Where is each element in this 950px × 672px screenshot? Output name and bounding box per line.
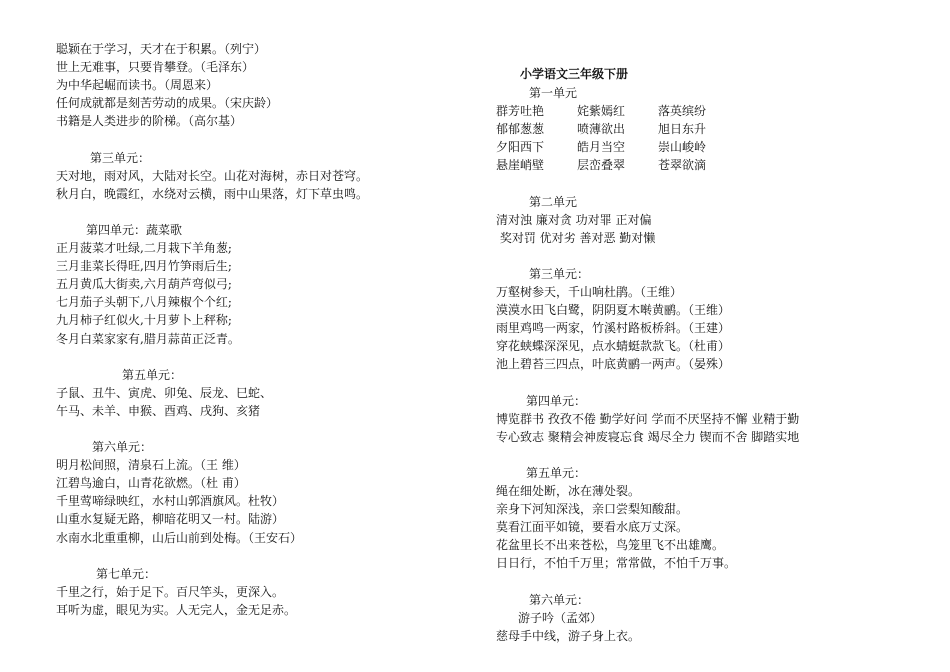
poem-line: 雨里鸡鸣一两家，竹溪村路板桥斜。（王建） xyxy=(496,321,731,336)
song-line: 冬月白菜家家有,腊月蒜苗正泛青。 xyxy=(56,331,240,346)
song-line: 三月韭菜长得旺,四月竹笋雨后生; xyxy=(56,259,232,274)
unit4-heading: 第四单元：蔬菜歌 xyxy=(86,222,183,237)
unit1-heading: 第一单元 xyxy=(529,86,578,100)
vocab-item: 悬崖峭壁 xyxy=(496,158,545,173)
spacer xyxy=(496,573,916,591)
poem-line: 穿花蛱蝶深深见，点水蜻蜓款款飞。（杜甫） xyxy=(496,339,731,354)
vocab-item: 层峦叠翠 xyxy=(577,158,626,173)
poem-line: 万壑树参天，千山响杜鹃。（王维） xyxy=(496,285,683,300)
vocab-item: 苍翠欲滴 xyxy=(658,158,707,173)
poem-line: 山重水复疑无路，柳暗花明又一村。陆游） xyxy=(56,512,285,527)
spacer xyxy=(56,547,456,565)
proverb-line: 亲身下河知深浅，亲口尝梨知酸甜。 xyxy=(496,502,689,517)
proverb-line: 花盆里长不出来苍松，鸟笼里飞不出雄鹰。 xyxy=(496,538,725,553)
spacer xyxy=(496,446,916,464)
vocab-item: 崇山峻岭 xyxy=(658,140,707,155)
page-title: 小学语文三年级下册 xyxy=(520,67,629,81)
poem-line: 明月松间照，清泉石上流。（王 维） xyxy=(56,458,246,473)
song-line: 七月茄子头朝下,八月辣椒个个红; xyxy=(56,295,232,310)
poem-line: 慈母手中线，游子身上衣。 xyxy=(496,628,641,643)
poem-line: 水南水北重重柳，山后山前到处梅。（王安石） xyxy=(56,530,303,545)
song-line: 五月黄瓜大街卖,六月葫芦弯似弓; xyxy=(56,277,232,292)
poem-line: 漠漠水田飞白鹭，阴阴夏木啭黄鹂。（王维） xyxy=(496,303,731,318)
proverb-line: 千里之行，始于足下。百尺竿头，更深入。 xyxy=(56,584,285,599)
left-column xyxy=(56,40,456,619)
spacer xyxy=(496,247,916,265)
vocab-item: 夕阳西下 xyxy=(496,140,545,155)
zodiac-line: 子鼠、丑牛、寅虎、卯兔、辰龙、巳蛇、 xyxy=(56,385,273,400)
quote-line: 书籍是人类进步的阶梯。（高尔基） xyxy=(56,114,243,129)
unit3-heading: 第三单元： xyxy=(90,150,151,165)
spacer xyxy=(56,348,456,366)
quote-line: 世上无难事，只要肯攀登。（毛泽东） xyxy=(56,60,255,75)
pair-line: 清对浊 廉对贪 功对罪 正对偏 xyxy=(496,212,652,227)
vocab-item: 姹紫嫣红 xyxy=(577,104,626,119)
vocab-row xyxy=(496,120,916,138)
unit4-heading: 第四单元： xyxy=(526,393,587,408)
idiom-line: 博览群书 孜孜不倦 勤学好问 学而不厌坚持不懈 业精于勤 xyxy=(496,411,800,426)
spacer xyxy=(56,420,456,438)
unit7-heading: 第七单元： xyxy=(96,566,157,581)
vocab-item: 郁郁葱葱 xyxy=(496,122,545,137)
idiom-line: 专心致志 聚精会神废寝忘食 竭尽全力 锲而不舍 脚踏实地 xyxy=(496,429,800,444)
proverb-line: 耳听为虚，眼见为实。人无完人，金无足赤。 xyxy=(56,602,297,617)
unit2-heading: 第二单元 xyxy=(529,194,578,209)
right-column xyxy=(496,64,916,645)
quote-line: 为中华起崛而读书。（周恩来） xyxy=(56,78,219,93)
vocab-item: 皓月当空 xyxy=(577,140,626,155)
vocab-item: 旭日东升 xyxy=(658,122,707,137)
proverb-line: 莫看江面平如镜，要看水底万丈深。 xyxy=(496,520,689,535)
song-line: 九月柿子红似火,十月萝卜上秤称; xyxy=(56,313,232,328)
poem-line: 千里莺啼绿映红，水村山郭酒旗风。杜牧） xyxy=(56,494,285,509)
couplet-line: 秋月白，晚霞红，水绕对云横，雨中山果落，灯下草虫鸣。 xyxy=(56,186,369,201)
proverb-line: 绳在细处断，冰在薄处裂。 xyxy=(496,484,641,499)
spacer xyxy=(56,130,456,148)
couplet-line: 天对地，雨对风，大陆对长空。山花对海树，赤日对苍穹。 xyxy=(56,168,369,183)
poem-line: 池上碧苔三四点，叶底黄鹂一两声。（晏殊） xyxy=(496,357,731,372)
spacer xyxy=(56,203,456,221)
unit6-heading: 第六单元： xyxy=(92,440,153,455)
quote-line: 任何成就都是刻苦劳动的成果。（宋庆龄） xyxy=(56,96,279,111)
vocab-item: 喷薄欲出 xyxy=(577,122,626,137)
zodiac-line: 午马、未羊、申猴、酉鸡、戌狗、亥猪 xyxy=(56,403,261,418)
unit3-heading: 第三单元： xyxy=(529,266,590,281)
proverb-line: 日日行，不怕千万里；常常做，不怕千万事。 xyxy=(496,556,737,571)
poem-title: 游子吟（孟郊） xyxy=(518,610,603,625)
vocab-row xyxy=(496,156,916,174)
unit6-heading: 第六单元： xyxy=(529,592,590,607)
spacer xyxy=(496,374,916,392)
vocab-row xyxy=(496,138,916,156)
quote-line: 聪颖在于学习，天才在于积累。（列宁） xyxy=(56,42,267,56)
vocab-item: 落英缤纷 xyxy=(658,104,707,119)
pair-line: 奖对罚 优对劣 善对恶 勤对懒 xyxy=(496,230,656,245)
song-line: 正月菠菜才吐绿,二月栽下羊角葱; xyxy=(56,241,232,256)
vocab-item: 群芳吐艳 xyxy=(496,104,545,119)
vocab-row xyxy=(496,102,916,120)
unit5-heading: 第五单元： xyxy=(122,367,183,382)
poem-line: 江碧鸟逾白，山青花欲燃。（杜 甫） xyxy=(56,476,246,491)
spacer xyxy=(496,174,916,192)
unit5-heading: 第五单元： xyxy=(526,465,587,480)
